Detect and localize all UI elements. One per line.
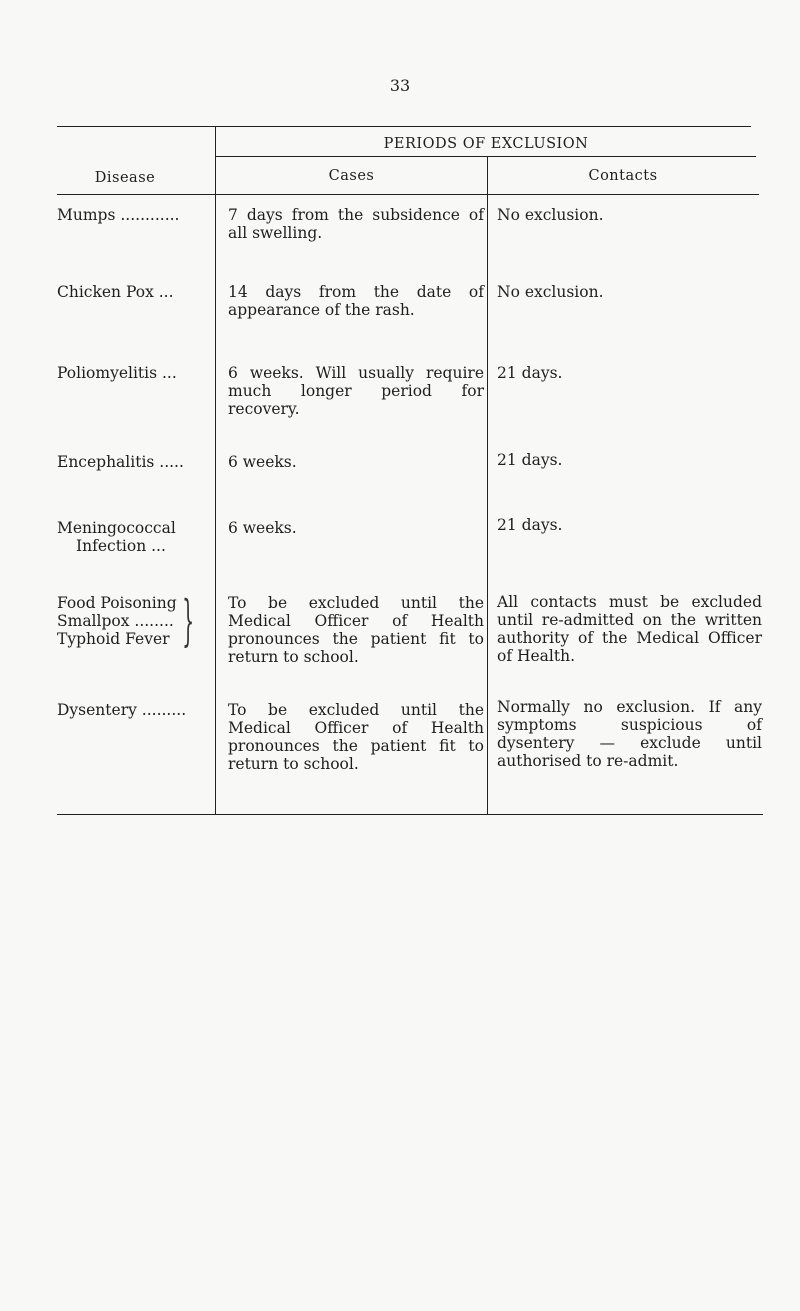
column-divider-cases [487, 157, 488, 814]
header-bottom-rule [57, 194, 759, 195]
contacts-mumps: No exclusion. [497, 206, 604, 224]
cases-poliomyelitis: 6 weeks. Will usually require much longer period for recovery. [228, 364, 484, 418]
cases-mumps: 7 days from the subsidence of all swelling. [228, 206, 484, 242]
header-contacts: Contacts [588, 168, 658, 184]
cases-dysentery: To be excluded until the Medical Officer of Health pronounces the patient fit to return to school. [228, 701, 484, 773]
disease-dysentery: Dysentery ......... [57, 701, 187, 719]
disease-meningococcal: Meningococcal Infection ... [57, 519, 176, 555]
header-periods-of-exclusion: PERIODS OF EXCLUSION [383, 136, 589, 152]
header-cases: Cases [328, 168, 375, 184]
periods-header-rule [216, 156, 756, 157]
contacts-dysentery: Normally no exclusion. If any symptoms suspicious of dysentery — exclude until authorised to re-admit. [497, 698, 762, 770]
cases-encephalitis: 6 weeks. [228, 453, 297, 471]
contacts-meningococcal: 21 days. [497, 516, 563, 534]
cases-meningococcal: 6 weeks. [228, 519, 297, 537]
contacts-chicken-pox: No exclusion. [497, 283, 604, 301]
table-top-rule [57, 126, 751, 127]
disease-smallpox: Smallpox ........ [57, 612, 174, 630]
disease-food-poisoning: Food Poisoning [57, 594, 177, 612]
header-disease: Disease [94, 170, 156, 186]
cases-chicken-pox: 14 days from the date of appearance of the rash. [228, 283, 484, 319]
disease-typhoid-fever: Typhoid Fever [57, 630, 170, 648]
disease-mumps: Mumps ............ [57, 206, 180, 224]
table-bottom-rule [57, 814, 763, 815]
contacts-food-poisoning-smallpox-typhoid: All contacts must be excluded until re-admitted on the written authority of the Medical Officer of Health. [497, 593, 762, 665]
column-divider-disease [215, 126, 216, 814]
disease-group-food-poisoning-smallpox-typhoid [57, 589, 207, 652]
contacts-poliomyelitis: 21 days. [497, 364, 563, 382]
disease-chicken-pox: Chicken Pox ... [57, 283, 174, 301]
disease-encephalitis: Encephalitis ..... [57, 453, 184, 471]
disease-poliomyelitis: Poliomyelitis ... [57, 364, 177, 382]
cases-food-poisoning-smallpox-typhoid: To be excluded until the Medical Officer of Health pronounces the patient fit to return to school. [228, 594, 484, 666]
grouping-brace: } [181, 589, 194, 652]
contacts-encephalitis: 21 days. [497, 451, 563, 469]
page-number: 33 [389, 76, 411, 95]
